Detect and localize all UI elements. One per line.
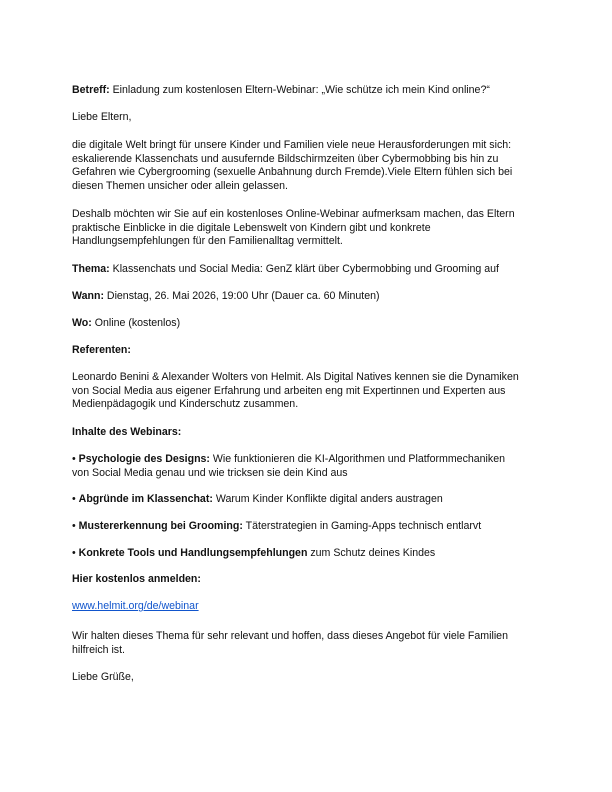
when-text: Dienstag, 26. Mai 2026, 19:00 Uhr (Dauer ca. 60 Minuten) [103, 290, 380, 302]
closing-line: Wir halten dieses Thema für sehr relevant und hoffen, dass dieses Angebot für viele Familien [72, 630, 508, 642]
list-item-text: Wie funktionieren die KI-Algorithmen und Platformmechaniken [209, 453, 505, 465]
speakers-line: Medienpädagogik und Kinderschutz zusammen. [72, 398, 299, 410]
list-item [72, 493, 542, 507]
intro-paragraph [72, 139, 542, 193]
list-item-title: Abgründe im Klassenchat: [78, 493, 213, 505]
topic-text: Klassenchats und Social Media: GenZ klärt über Cybermobbing und Grooming auf [109, 263, 499, 275]
intro-line: diesen Themen unsicher oder allein gelassen. [72, 179, 288, 192]
topic-line [72, 263, 542, 277]
subject-label: Betreff: [72, 84, 110, 96]
bullet-icon: • [72, 453, 76, 465]
intro-line: Gefahren wie Cybergrooming (sexuelle Anbahnung durch Fremde).Viele Eltern fühlen sich bei [72, 166, 513, 178]
topic-label: Thema: [72, 263, 110, 275]
intro-line: eskalierende Klassenchats und ausufernde Bildschirmzeiten über Cybermobbing bis hin zu [72, 152, 499, 165]
list-item [72, 453, 542, 480]
greeting: Liebe Eltern, [72, 111, 132, 123]
where-text: Online (kostenlos) [91, 317, 181, 329]
invite-line: Handlungsempfehlungen für den Familienalltag vermittelt. [72, 235, 343, 247]
contents-heading: Inhalte des Webinars: [72, 426, 182, 438]
closing-paragraph [72, 630, 542, 657]
closing-line: hilfreich ist. [72, 643, 125, 656]
subject-line [72, 84, 542, 98]
register-link[interactable]: www.helmit.org/de/webinar [72, 600, 199, 612]
where-label: Wo: [72, 317, 92, 329]
list-item-text: Warum Kinder Konflikte digital anders austragen [212, 493, 443, 505]
list-item-line [72, 453, 542, 467]
where-line [72, 317, 542, 331]
bullet-icon: • [72, 547, 76, 559]
register-heading: Hier kostenlos anmelden: [72, 573, 201, 585]
invite-paragraph [72, 208, 542, 249]
list-item-title: Konkrete Tools und Handlungsempfehlungen [78, 547, 308, 559]
list-item-text: zum Schutz deines Kindes [307, 547, 436, 559]
list-item-title: Mustererkennung bei Grooming: [78, 520, 243, 532]
speakers-line: Leonardo Benini & Alexander Wolters von Helmit. Als Digital Natives kennen sie die Dynamiken [72, 371, 519, 383]
bullet-icon: • [72, 520, 76, 532]
bullet-icon: • [72, 493, 76, 505]
invite-line: praktische Einblicke in die digitale Lebenswelt von Kindern gibt und konkrete [72, 221, 431, 234]
list-item-line: von Social Media genau und wie tricksen sie dein Kind aus [72, 466, 348, 479]
invite-line: Deshalb möchten wir Sie auf ein kostenloses Online-Webinar aufmerksam machen, das Eltern [72, 208, 515, 220]
intro-line: die digitale Welt bringt für unsere Kinder und Familien viele neue Herausforderungen mit sich: [72, 139, 512, 151]
register-paragraph [72, 600, 542, 614]
list-item-text: Täterstrategien in Gaming-Apps technisch entlarvt [242, 520, 482, 532]
subject-text: Einladung zum kostenlosen Eltern-Webinar: „Wie schütze ich mein Kind online?“ [109, 84, 490, 96]
speakers-paragraph [72, 371, 542, 412]
signoff: Liebe Grüße, [72, 671, 134, 683]
when-line [72, 290, 542, 304]
list-item [72, 520, 542, 534]
list-item [72, 547, 542, 561]
speakers-line: von Social Media aus eigener Erfahrung und arbeiten eng mit Expertinnen und Experten aus [72, 384, 506, 397]
list-item-title: Psychologie des Designs: [78, 453, 210, 465]
when-label: Wann: [72, 290, 104, 302]
speakers-heading: Referenten: [72, 344, 131, 356]
